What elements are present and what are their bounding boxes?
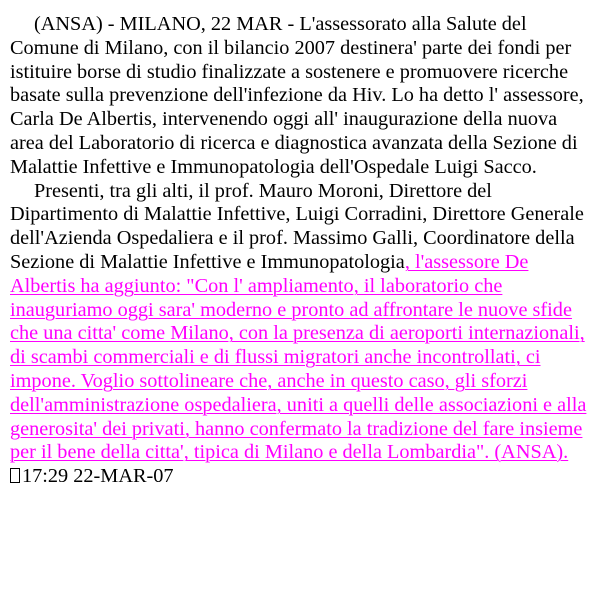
article-body [10, 13, 594, 489]
paragraph-1-text: (ANSA) - MILANO, 22 MAR - L'assessorato alla Salute del Comune di Milano, con il bilancio 2007 destinera' parte dei fondi per istituire borse di studio finalizzate a sostenere e promuovere ricerche basate sulla prevenzione dell'infezione da Hiv. Lo ha detto l' assessore, Carla De Albertis, intervenendo oggi all' inaugurazione della nuova area del Laboratorio di ricerca e diagnostica avanzata della Sezione di Malattie Infettive e Immunopatologia dell'Ospedale Luigi Sacco. [10, 13, 584, 178]
timestamp-line [10, 465, 594, 489]
paragraph-1 [10, 13, 594, 180]
paragraph-2-text: Presenti, tra gli alti, il prof. Mauro Moroni, Direttore del Dipartimento di Malattie Infettive, Luigi Corradini, Direttore Generale dell'Azienda Ospedaliera e il prof. Massimo Galli, Coordinatore della Sezione di Malattie Infettive e Immunopatologia [10, 179, 584, 273]
timestamp: 17:29 22-MAR-07 [22, 465, 174, 488]
paragraph-2 [10, 180, 594, 466]
highlighted-quote-link[interactable]: , l'assessore De Albertis ha aggiunto: "Con l' ampliamento, il laboratorio che inauguriamo oggi sara' moderno e pronto ad affrontare le nuove sfide che una citta' come Milano, con la presenza di aeroporti internazionali, di scambi commerciali e di flussi migratori anche incontrollati, ci impone. Voglio sottolineare che, anche in questo caso, gli sforzi dell'amministrazione ospedaliera, uniti a quelli delle associazioni e alla generosita' dei privati, hanno confermato la tradizione del fare insieme per il bene della citta', tipica di Milano e della Lombardia". (ANSA). [10, 250, 587, 464]
missing-glyph-icon [10, 468, 20, 483]
